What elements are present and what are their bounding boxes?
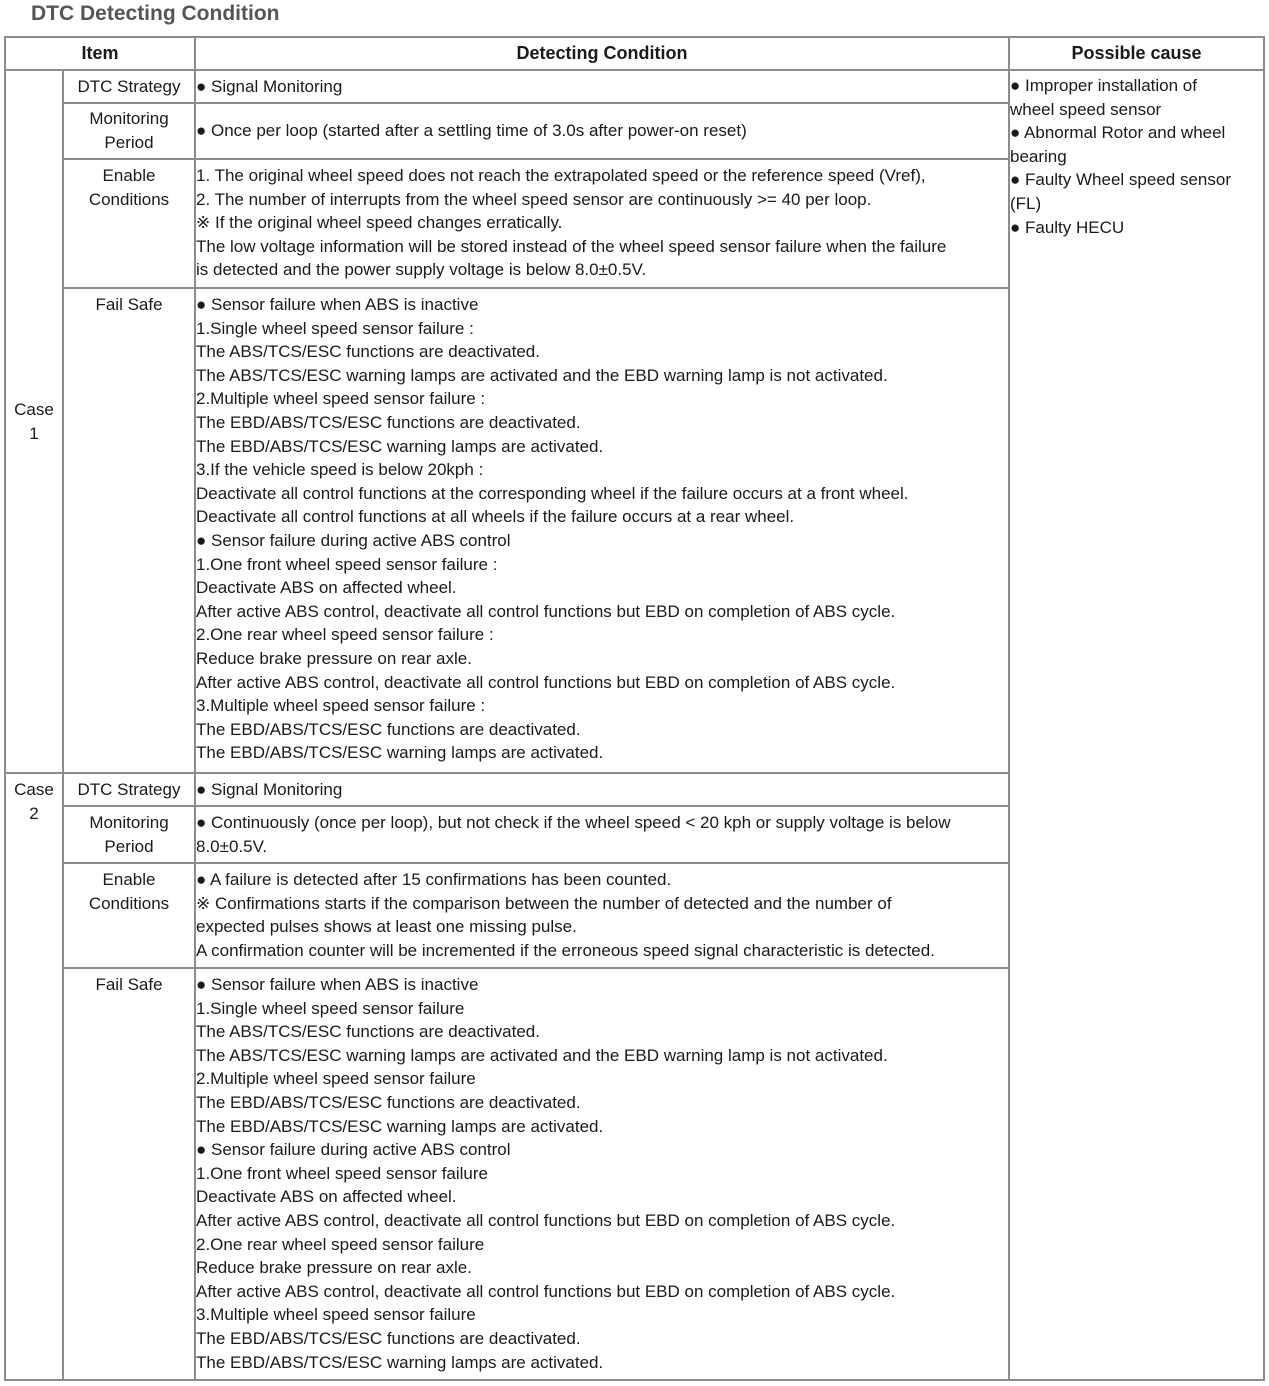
page-title: DTC Detecting Condition (31, 2, 280, 25)
case2-period-label (63, 806, 195, 863)
possible-cause-line: ● Improper installation of (1010, 76, 1197, 95)
case2-failsafe-label (63, 968, 195, 1380)
case2-enable-label-2: Conditions (88, 893, 170, 913)
case1-period-value (195, 103, 1009, 159)
case2-label-number: 2 (29, 803, 39, 823)
condition-line: expected pulses shows at least one missing pulse. (196, 917, 577, 937)
case2-failsafe-lines (196, 973, 1008, 1374)
case1-label (5, 70, 63, 773)
condition-line: 1. The original wheel speed does not reach the extrapolated speed or the reference speed (Vref), (196, 166, 926, 185)
case1-strategy-label-text: DTC Strategy (77, 76, 181, 96)
case2-period-label-2: Period (104, 836, 154, 856)
case1-failsafe-value (195, 288, 1009, 773)
header-cause: Possible cause (1009, 37, 1264, 70)
case1-strategy-value (195, 70, 1009, 103)
case2-strategy-value (195, 773, 1009, 806)
condition-line: After active ABS control, deactivate all control functions but EBD on completion of ABS cycle. (196, 1210, 896, 1230)
case2-strategy-label (63, 773, 195, 806)
case1-strategy-label (63, 70, 195, 103)
condition-line: After active ABS control, deactivate all control functions but EBD on completion of ABS cycle. (196, 1281, 896, 1301)
condition-line: 8.0±0.5V. (196, 836, 268, 856)
condition-line: The EBD/ABS/TCS/ESC functions are deactivated. (196, 1328, 581, 1348)
case2-period-value (195, 806, 1009, 863)
condition-line: 3.Multiple wheel speed sensor failure (196, 1305, 476, 1325)
possible-cause-line: (FL) (1010, 193, 1042, 213)
condition-line: The EBD/ABS/TCS/ESC warning lamps are activated. (196, 436, 604, 456)
case1-period-label (63, 103, 195, 159)
condition-line: 1.Single wheel speed sensor failure : (196, 318, 474, 338)
case2-strategy-text: ● Signal Monitoring (196, 779, 343, 799)
condition-line: 3.Multiple wheel speed sensor failure : (196, 696, 486, 716)
condition-line: 2.Multiple wheel speed sensor failure (196, 1069, 476, 1089)
case1-enable-lines (196, 164, 1008, 282)
condition-line: ※ If the original wheel speed changes erratically. (196, 213, 563, 233)
condition-line: The EBD/ABS/TCS/ESC warning lamps are activated. (196, 1352, 604, 1372)
condition-line: The ABS/TCS/ESC warning lamps are activated and the EBD warning lamp is not activated. (196, 365, 888, 385)
case2-enable-label-1: Enable (102, 870, 156, 889)
condition-line: The EBD/ABS/TCS/ESC functions are deactivated. (196, 719, 581, 739)
case1-label-word: Case (14, 399, 54, 419)
case1-strategy-row (5, 70, 1264, 103)
condition-line: ● Sensor failure during active ABS control (196, 1140, 511, 1160)
condition-line: 3.If the vehicle speed is below 20kph : (196, 460, 484, 480)
possible-cause-line: ● Faulty Wheel speed sensor (1010, 170, 1231, 190)
header-row (5, 37, 1264, 70)
condition-line: 2.One rear wheel speed sensor failure (196, 1234, 485, 1254)
condition-line: Reduce brake pressure on rear axle. (196, 1258, 472, 1278)
condition-line: Reduce brake pressure on rear axle. (196, 648, 472, 668)
case1-failsafe-label (63, 288, 195, 773)
case1-failsafe-label-text: Fail Safe (95, 295, 163, 314)
condition-line: ● Sensor failure when ABS is inactive (196, 295, 479, 314)
condition-line: The EBD/ABS/TCS/ESC functions are deactivated. (196, 1092, 581, 1112)
case1-period-label-2: Period (104, 133, 154, 152)
condition-line: After active ABS control, deactivate all control functions but EBD on completion of ABS cycle. (196, 672, 896, 692)
case1-enable-label-1: Enable (102, 166, 156, 185)
condition-line: A confirmation counter will be incremented if the erroneous speed signal characteristic is detected. (196, 940, 935, 960)
condition-line: The EBD/ABS/TCS/ESC functions are deactivated. (196, 412, 581, 432)
condition-line: The ABS/TCS/ESC functions are deactivated. (196, 1022, 540, 1042)
possible-cause-line: ● Faulty HECU (1010, 217, 1125, 237)
condition-line: The EBD/ABS/TCS/ESC warning lamps are activated. (196, 1116, 604, 1136)
case2-failsafe-label-text: Fail Safe (95, 975, 163, 994)
condition-line: The ABS/TCS/ESC warning lamps are activated and the EBD warning lamp is not activated. (196, 1045, 888, 1065)
possible-cause-cell (1009, 70, 1264, 1380)
condition-line: Deactivate ABS on affected wheel. (196, 1187, 457, 1207)
condition-line: ※ Confirmations starts if the comparison between the number of detected and the number of (196, 893, 892, 913)
condition-line: 1.One front wheel speed sensor failure (196, 1163, 489, 1183)
possible-cause-line: wheel speed sensor (1010, 99, 1162, 119)
case2-enable-lines (196, 868, 1008, 962)
case1-enable-label (63, 159, 195, 288)
condition-line: Deactivate all control functions at the corresponding wheel if the failure occurs at a front wheel. (196, 483, 909, 503)
possible-cause-list (1010, 74, 1263, 239)
case2-strategy-label-text: DTC Strategy (77, 779, 181, 799)
case2-enable-value (195, 863, 1009, 968)
case1-label-number: 1 (29, 423, 39, 443)
case1-failsafe-lines (196, 293, 1008, 765)
possible-cause-line: ● Abnormal Rotor and wheel (1010, 123, 1226, 143)
case2-period-lines (196, 811, 1008, 858)
case2-period-label-1: Monitoring (89, 812, 169, 832)
condition-line: Deactivate all control functions at all wheels if the failure occurs at a rear wheel. (196, 507, 795, 527)
case2-label-word: Case (14, 780, 54, 799)
condition-line: 1.Single wheel speed sensor failure (196, 998, 465, 1018)
condition-line: ● A failure is detected after 15 confirmations has been counted. (196, 870, 672, 889)
condition-line: Deactivate ABS on affected wheel. (196, 578, 457, 598)
condition-line: The EBD/ABS/TCS/ESC warning lamps are activated. (196, 743, 604, 763)
case1-period-label-1: Monitoring (89, 109, 169, 129)
condition-line: The ABS/TCS/ESC functions are deactivated. (196, 342, 540, 362)
condition-line: is detected and the power supply voltage is below 8.0±0.5V. (196, 260, 647, 280)
dtc-table (4, 36, 1265, 1381)
condition-line: ● Sensor failure when ABS is inactive (196, 975, 479, 994)
case2-enable-label (63, 863, 195, 968)
case1-period-text: ● Once per loop (started after a settling time of 3.0s after power-on reset) (196, 121, 747, 141)
condition-line: 2.One rear wheel speed sensor failure : (196, 625, 494, 645)
case2-label (5, 773, 63, 1380)
condition-line: After active ABS control, deactivate all control functions but EBD on completion of ABS cycle. (196, 601, 896, 621)
header-item: Item (5, 37, 195, 70)
condition-line: 2. The number of interrupts from the wheel speed sensor are continuously >= 40 per loop. (196, 189, 872, 209)
header-condition: Detecting Condition (195, 37, 1009, 70)
case1-enable-label-2: Conditions (88, 189, 170, 209)
condition-line: 1.One front wheel speed sensor failure : (196, 554, 498, 574)
condition-line: 2.Multiple wheel speed sensor failure : (196, 389, 486, 409)
possible-cause-line: bearing (1010, 146, 1067, 166)
condition-line: ● Sensor failure during active ABS control (196, 530, 511, 550)
case2-failsafe-value (195, 968, 1009, 1380)
condition-line: ● Continuously (once per loop), but not check if the wheel speed < 20 kph or supply voltage is below (196, 812, 951, 832)
case1-strategy-text: ● Signal Monitoring (196, 76, 343, 96)
condition-line: The low voltage information will be stored instead of the wheel speed sensor failure when the failure (196, 236, 947, 256)
case1-enable-value (195, 159, 1009, 288)
